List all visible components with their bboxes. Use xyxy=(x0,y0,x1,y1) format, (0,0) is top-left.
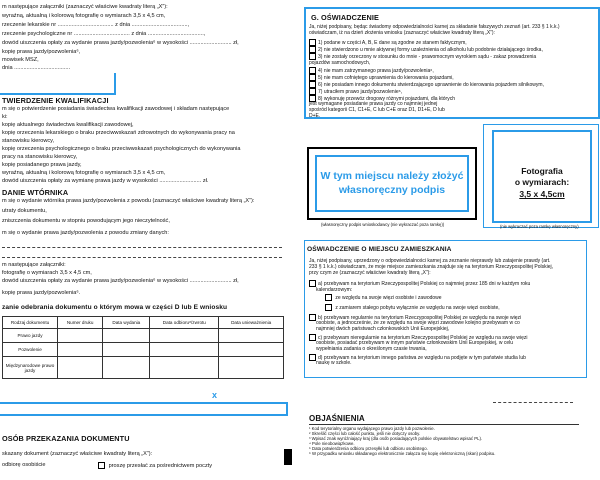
obj-line: ⁵ Data potwierdzenia odbioru przesyłki lub odbioru osobistego. xyxy=(309,446,428,451)
col-header: Data unieważnienia xyxy=(219,317,284,329)
wtornik-line: m się o wydanie wtórnika prawa jazdy/pozwolenia z powodu (zaznaczyć właściwe kwadraty literą „X”): xyxy=(2,198,255,204)
wtornik-line: utraty dokumentu, xyxy=(2,208,47,214)
table-cell[interactable] xyxy=(150,329,219,343)
zam-item-cont: naukę w szkole. xyxy=(316,360,352,366)
g-intro: oświadczam, iż na dzień złożenia wniosku (zaznaczyć właściwe kwadraty literą „X”): xyxy=(309,30,495,36)
g-item-cont: pojazdów samochodowych, xyxy=(309,60,371,66)
checkbox[interactable] xyxy=(309,53,316,60)
col-header: Rodzaj dokumentu xyxy=(3,317,58,329)
zam-item-label: c) przebywam nieregularnie na terytorium Rzeczypospolitej Polskiej ze względu na swoje więzi xyxy=(318,334,528,341)
table-cell[interactable] xyxy=(103,343,150,357)
checkbox[interactable] xyxy=(325,304,332,311)
photo-text-2: o wymiarach: xyxy=(514,177,570,187)
photo-frame[interactable] xyxy=(492,130,592,223)
attachments-intro: m następujące załączniki (zaznaczyć właściwe kwadraty literą „X”): xyxy=(2,4,168,10)
signature-line[interactable] xyxy=(493,402,573,403)
obj-divider xyxy=(309,424,579,425)
kwal-line: dowód uiszczenia opłaty za wymianę prawa jazdy w wysokości ........................... zł. xyxy=(2,178,209,184)
obj-line: ¹ Kod terytorialny organu wydającego prawo jazdy lub pozwolenie. xyxy=(309,426,435,431)
g-item-label: 1) podane w części A, B, E dane są zgodne ze stanem faktycznym, xyxy=(318,39,467,46)
attachment-date: dnia .................................... xyxy=(2,65,71,71)
kwal-line: kopię posiadanego prawa jazdy, xyxy=(2,162,82,168)
section-zam-heading: OŚWIADCZENIE O MIEJSCU ZAMIESZKANIA xyxy=(307,246,452,253)
attachment-medical: rzeczenie lekarskie nr .................................... z dnia ...................................., xyxy=(2,22,190,28)
zam-subitem[interactable] xyxy=(325,294,442,301)
option-personal-label: odbiorę osobiście xyxy=(2,462,46,468)
g-item[interactable] xyxy=(309,53,536,60)
g-item-label: 3) nie zostały orzeczony w stosunku do mnie - prawomocnym wyrokiem sądu - zakaz prowadzenia xyxy=(318,53,537,60)
checkbox[interactable] xyxy=(309,39,316,46)
row-label: Prawo jazdy xyxy=(3,329,58,343)
kwal-line: pracy na stanowisku kierowcy, xyxy=(2,154,78,160)
row-label: Międzynarodowe prawo jazdy xyxy=(3,357,58,379)
g-item-cont: spośród kategorii C1, C1+E, C lub C+E oraz D1, D1+E, D lub xyxy=(309,107,445,113)
obj-line: ⁴ Pole nieobowiązkowe. xyxy=(309,441,355,446)
kwal-line: kopię orzeczenia psychologicznego o braku przeciwwskazań psychologicznych do wykonywania xyxy=(2,146,241,152)
option-post-label: proszę przesłać za pośrednictwem poczty xyxy=(108,462,213,469)
zam-item-label: a) przebywam na terytorium Rzeczypospolitej Polskiej co najmniej przez 185 dni w każdym roku xyxy=(318,280,531,287)
option-personal-pickup[interactable] xyxy=(2,462,46,469)
left-blue-frame-bottom xyxy=(0,402,288,416)
zam-item-cont: kalendarzowym: xyxy=(316,287,353,293)
wtornik-line: zniszczenia dokumentu w stopniu powodującym jego nieczytelność, xyxy=(2,218,170,224)
wtornik-line: m się o wydanie prawa jazdy/pozwolenia z powodu zmiany danych: xyxy=(2,230,169,236)
left-blue-frame-top xyxy=(0,73,116,95)
g-item[interactable] xyxy=(309,46,543,53)
g-item-label: 2) nie stwierdzono u mnie aktywnej formy uzależnienia od alkoholu lub podobnie działającego środka, xyxy=(318,46,543,53)
change-data-line[interactable] xyxy=(2,247,282,248)
change-data-line[interactable] xyxy=(2,257,282,258)
wtornik-line2: kopię prawa jazdy/pozwolenia⁶. xyxy=(2,290,81,296)
section-sposob-heading: OSÓB PRZEKAZANIA DOKUMENTU xyxy=(2,434,130,443)
zam-item-cont: osobiste, posiadać przebywam w innym państwie członkowskim Unii Europejskiej, w celu xyxy=(316,340,514,346)
black-marker xyxy=(284,449,292,465)
zam-subitem-label: ze względu na swoje więzi osobiste i zawodowe xyxy=(334,294,442,301)
table-cell[interactable] xyxy=(219,343,284,357)
col-header: Numer druku xyxy=(58,317,103,329)
section-obj-heading: OBJAŚNIENIA xyxy=(309,414,365,423)
photo-text-3: 3,5 x 4,5cm xyxy=(519,189,565,199)
documents-table xyxy=(2,316,284,379)
kwal-line: stanowisku kierowcy, xyxy=(2,138,55,144)
sposob-line: skazany dokument (zaznaczyć właściwe kwadraty literą „X”): xyxy=(2,451,153,457)
zam-intro: przy czym ze (zaznaczyć właściwe kwadraty literą „X”): xyxy=(309,270,431,276)
kwal-line: wyraźną, aktualną i kolorową fotografię o wymiarach 3,5 x 4,5 cm, xyxy=(2,170,166,176)
table-cell[interactable] xyxy=(219,357,284,379)
kwal-line: ki: xyxy=(2,114,8,120)
col-header: Data odbioru⁸/zwrotu xyxy=(150,317,219,329)
table-cell[interactable] xyxy=(58,357,103,379)
g-item[interactable] xyxy=(309,39,467,46)
table-cell[interactable] xyxy=(103,357,150,379)
row-label: Pozwolenie xyxy=(3,343,58,357)
blue-x-mark: x xyxy=(212,390,218,400)
zam-item-cont: wypełniania zadania o określonym czasie trwania, xyxy=(316,346,427,352)
zam-intro: Ja, niżej podpisany, uprzedzony o odpowiedzialności karnej za zeznanie nieprawdy lub zatajenie prawdy (art. xyxy=(309,258,551,264)
checkbox[interactable] xyxy=(309,334,316,341)
section-kwalifikacje-heading: TWIERDZENIE KWALIFIKACJI xyxy=(2,96,109,105)
g-item[interactable] xyxy=(309,67,434,74)
attachment-msz: mowisek MSZ, xyxy=(2,57,39,63)
obj-line: ² Skreślić części lub całość punktu, jeśli nie dotyczy osoby. xyxy=(309,431,421,436)
attachment-psych: rzeczenie psychologiczne nr .................................... z dnia ...................................., xyxy=(2,31,206,37)
checkbox[interactable] xyxy=(309,74,316,81)
g-item[interactable] xyxy=(309,88,402,95)
option-post[interactable] xyxy=(98,462,212,470)
checkbox[interactable] xyxy=(309,81,316,88)
right-page xyxy=(295,0,600,480)
checkbox[interactable] xyxy=(309,354,316,361)
table-cell[interactable] xyxy=(219,329,284,343)
zam-subitem-label: z zamiarem stałego pobytu wyłącznie ze względu na swoje więzi osobiste, xyxy=(334,304,500,311)
section-wtornik-heading: DANIE WTÓRNIKA xyxy=(2,188,69,197)
obj-line: ⁶ W przypadku wniosku składanego elektronicznie załącza się kopię elektroniczną (skan) podpisu. xyxy=(309,451,496,456)
zam-item[interactable] xyxy=(309,280,530,287)
kwal-line: kopię orzeczenia lekarskiego o braku przeciwwskazań zdrowotnych do wykonywania pracy na xyxy=(2,130,235,136)
section-g-heading: G. OŚWIADCZENIE xyxy=(311,13,379,22)
photo-text-1: Fotografia xyxy=(521,166,563,176)
attachment-photo: wyraźną, aktualną i kolorową fotografię o wymiarach 3,5 x 4,5 cm, xyxy=(2,13,166,19)
wtornik-line2: dowód uiszczenia opłaty za wydanie prawa jazdy/pozwolenia⁶ w wysokości ........................... zł, xyxy=(2,278,239,284)
photo-caption: (nie wykraczać poza ramkę własnoręczny) xyxy=(500,224,579,229)
g-item-cont: D+E. xyxy=(309,113,321,119)
g-item-label: 6) nie posiadam innego dokumentu stwierdzającego uprawnienie do kierowania pojazdem silnikowym, xyxy=(318,81,544,88)
signature-text-1: W tym miejscu należy złożyć xyxy=(320,170,464,182)
g-item-label: 5) nie mam cofniętego uprawnienia do kierowania pojazdami, xyxy=(318,74,454,81)
table-cell[interactable] xyxy=(103,329,150,343)
g-item-label: 8) wykonuję przewóz drogowy różnymi pojazdami, dla których xyxy=(318,95,456,102)
zam-item-cont: najmniej dwóch państwach członkowskich Unii Europejskiej, xyxy=(316,326,450,332)
g-item-label: 7) utraciłem prawo jazdy/pozwolenie⁶, xyxy=(318,88,403,95)
section-odebranie-heading: zanie odebrania dokumentu o którym mowa w części D lub E wniosku xyxy=(2,304,228,311)
g-item-label: 4) nie mam zatrzymanego prawa jazdy/pozwolenia⁶, xyxy=(318,67,434,74)
signature-text-2: własnoręczny podpis xyxy=(338,184,446,196)
obj-line: ³ Wpisać znak wyróżniający kraj (dla osób posiadających polskie obywatelstwo wpisać PL). xyxy=(309,436,483,441)
attachment-fee: dowód uiszczenia opłaty za wydanie prawa jazdy/pozwolenia⁶ w wysokości ........................... zł, xyxy=(2,40,239,46)
zam-item-label: d) przebywam na terytorium innego państwa ze względu na podjęte w tym państwie studia lub xyxy=(318,354,526,361)
checkbox[interactable] xyxy=(309,67,316,74)
zam-subitem[interactable] xyxy=(325,304,500,311)
wtornik-line2: fotografię o wymiarach 3,5 x 4,5 cm, xyxy=(2,270,92,276)
g-item[interactable] xyxy=(309,81,544,88)
zam-intro: 233 § 1 k.k.) oświadczam, że moje miejsce zamieszkania znajduje się na terytorium Rzeczypospolitej Polskiej, xyxy=(309,264,553,270)
checkbox[interactable] xyxy=(309,46,316,53)
wtornik-line2: m następujące załączniki: xyxy=(2,262,66,268)
kwal-line: m się o potwierdzenie posiadania świadectwa kwalifikacji zawodowej i składam następujące xyxy=(2,106,230,112)
table-cell[interactable] xyxy=(58,343,103,357)
zam-item-label: b) przebywam regularnie na terytorium Rzeczypospolitej Polskiej ze względu na swoje więzi xyxy=(318,314,522,321)
checkbox[interactable] xyxy=(98,462,105,469)
checkbox[interactable] xyxy=(309,314,316,321)
g-item[interactable] xyxy=(309,74,454,81)
col-header: Data wydania xyxy=(103,317,150,329)
table-cell[interactable] xyxy=(58,329,103,343)
attachment-copy: kopię prawa jazdy/pozwolenia⁶, xyxy=(2,49,81,55)
checkbox[interactable] xyxy=(325,294,332,301)
checkbox[interactable] xyxy=(309,280,316,287)
g-intro: Ja, niżej podpisany, będąc świadomy odpowiedzialności karnej za składanie fałszywych zeznań (art. 233 § 1 k.k.) xyxy=(309,24,560,30)
kwal-line: kopię aktualnego świadectwa kwalifikacji zawodowej, xyxy=(2,122,134,128)
signature-caption: (własnoręczny podpis wnioskodawcy (nie wykraczać poza ramkę)) xyxy=(321,222,445,227)
signature-inner xyxy=(315,155,469,212)
left-page xyxy=(0,0,292,480)
table-cell[interactable] xyxy=(150,357,219,379)
table-cell[interactable] xyxy=(150,343,219,357)
signature-frame[interactable] xyxy=(307,147,477,220)
g-item-cont: jest wymagane posiadanie prawa jazdy co najmniej jednej xyxy=(309,101,438,107)
checkbox[interactable] xyxy=(309,88,316,95)
zam-item-cont: osobiste, a jednocześnie, że ze względu na swoje więzi zawodowe kolejno przebywam w co xyxy=(316,320,520,326)
